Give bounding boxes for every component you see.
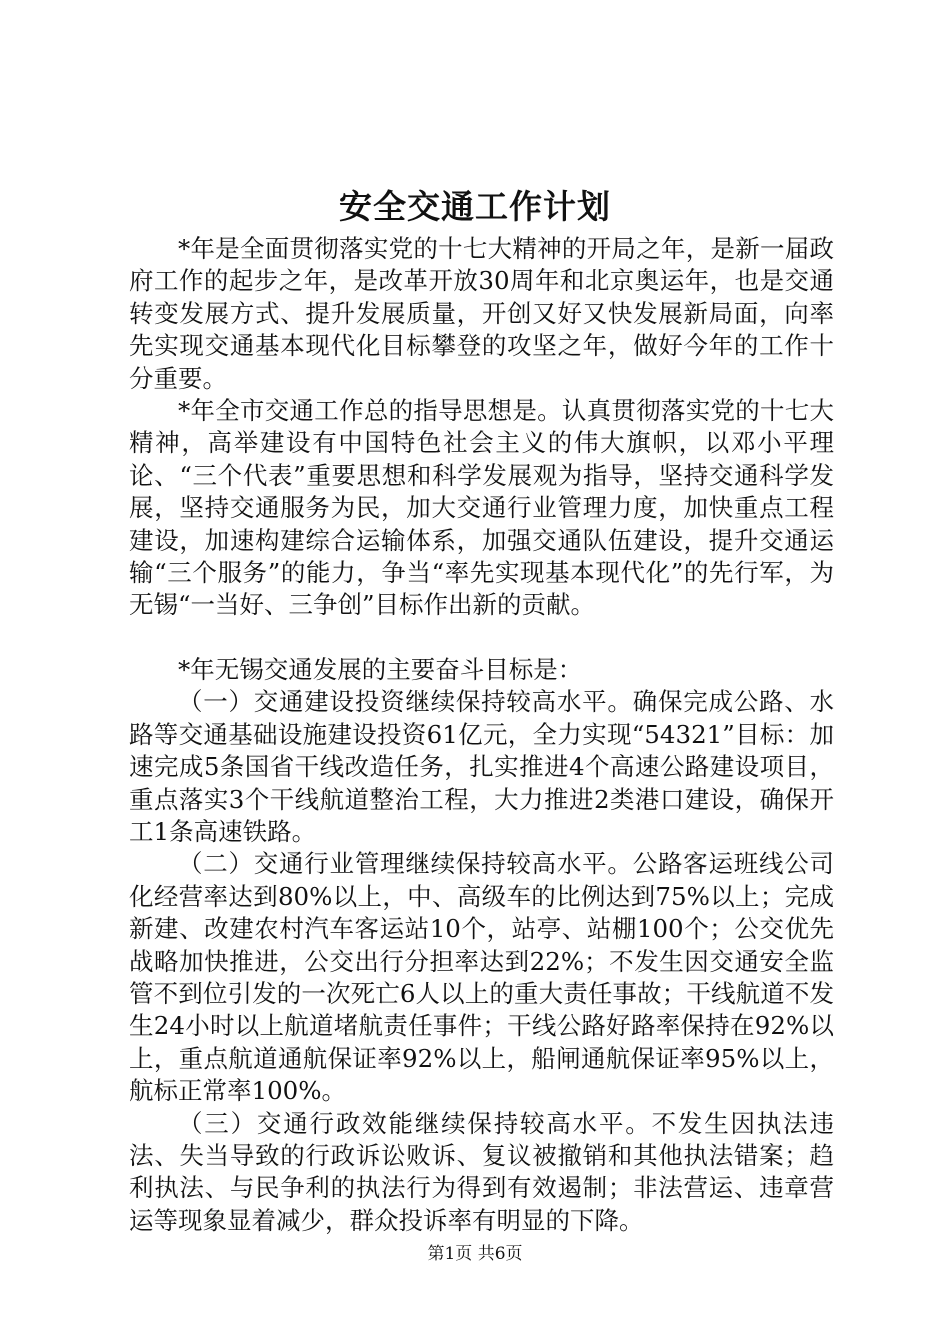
paragraph-goals-heading: *年无锡交通发展的主要奋斗目标是： bbox=[178, 654, 583, 684]
paragraph-intro: *年是全面贯彻落实党的十七大精神的开局之年，是新一届政府工作的起步之年，是改革开放30周年和北京奥运年，也是交通转变发展方式、提升发展质量，开创又好又快发展新局面，向率先实现交通基本现代化目标攀登的攻坚之年，做好今年的工作十分重要。 bbox=[129, 234, 834, 393]
document-title: 安全交通工作计划 bbox=[339, 187, 611, 226]
paragraph-goal-3: （三）交通行政效能继续保持较高水平。不发生因执法违法、失当导致的行政诉讼败诉、复议被撤销和其他执法错案；趋利执法、与民争利的执法行为得到有效遏制；非法营运、违章营运等现象显着减少，群众投诉率有明显的下降。 bbox=[129, 1108, 834, 1235]
page-footer: 第1页 共6页 bbox=[427, 1244, 523, 1264]
document-body bbox=[129, 233, 834, 1237]
paragraph-guiding-thought: *年全市交通工作总的指导思想是。认真贯彻落实党的十七大精神，高举建设有中国特色社会主义的伟大旗帜，以邓小平理论、“三个代表”重要思想和科学发展观为指导，坚持交通科学发展，坚持交通服务为民，加大交通行业管理力度，加快重点工程建设，加速构建综合运输体系，加强交通队伍建设，提升交通运输“三个服务”的能力，争当“率先实现基本现代化”的先行军，为无锡“一当好、三争创”目标作出新的贡献。 bbox=[129, 396, 834, 620]
paragraph-goal-1: （一）交通建设投资继续保持较高水平。确保完成公路、水路等交通基础设施建设投资61亿元，全力实现“54321”目标：加速完成5条国省干线改造任务，扎实推进4个高速公路建设项目，重点落实3个干线航道整治工程，大力推进2类港口建设，确保开工1条高速铁路。 bbox=[129, 687, 834, 846]
paragraph-goal-2: （二）交通行业管理继续保持较高水平。公路客运班线公司化经营率达到80%以上，中、高级车的比例达到75%以上；完成新建、改建农村汽车客运站10个，站亭、站棚100个；公交优先战略加快推进，公交出行分担率达到22%；不发生因交通安全监管不到位引发的一次死亡6人以上的重大责任事故；干线航道不发生24小时以上航道堵航责任事件；干线公路好路率保持在92%以上，重点航道通航保证率92%以上，船闸通航保证率95%以上，航标正常率100%。 bbox=[129, 849, 834, 1106]
